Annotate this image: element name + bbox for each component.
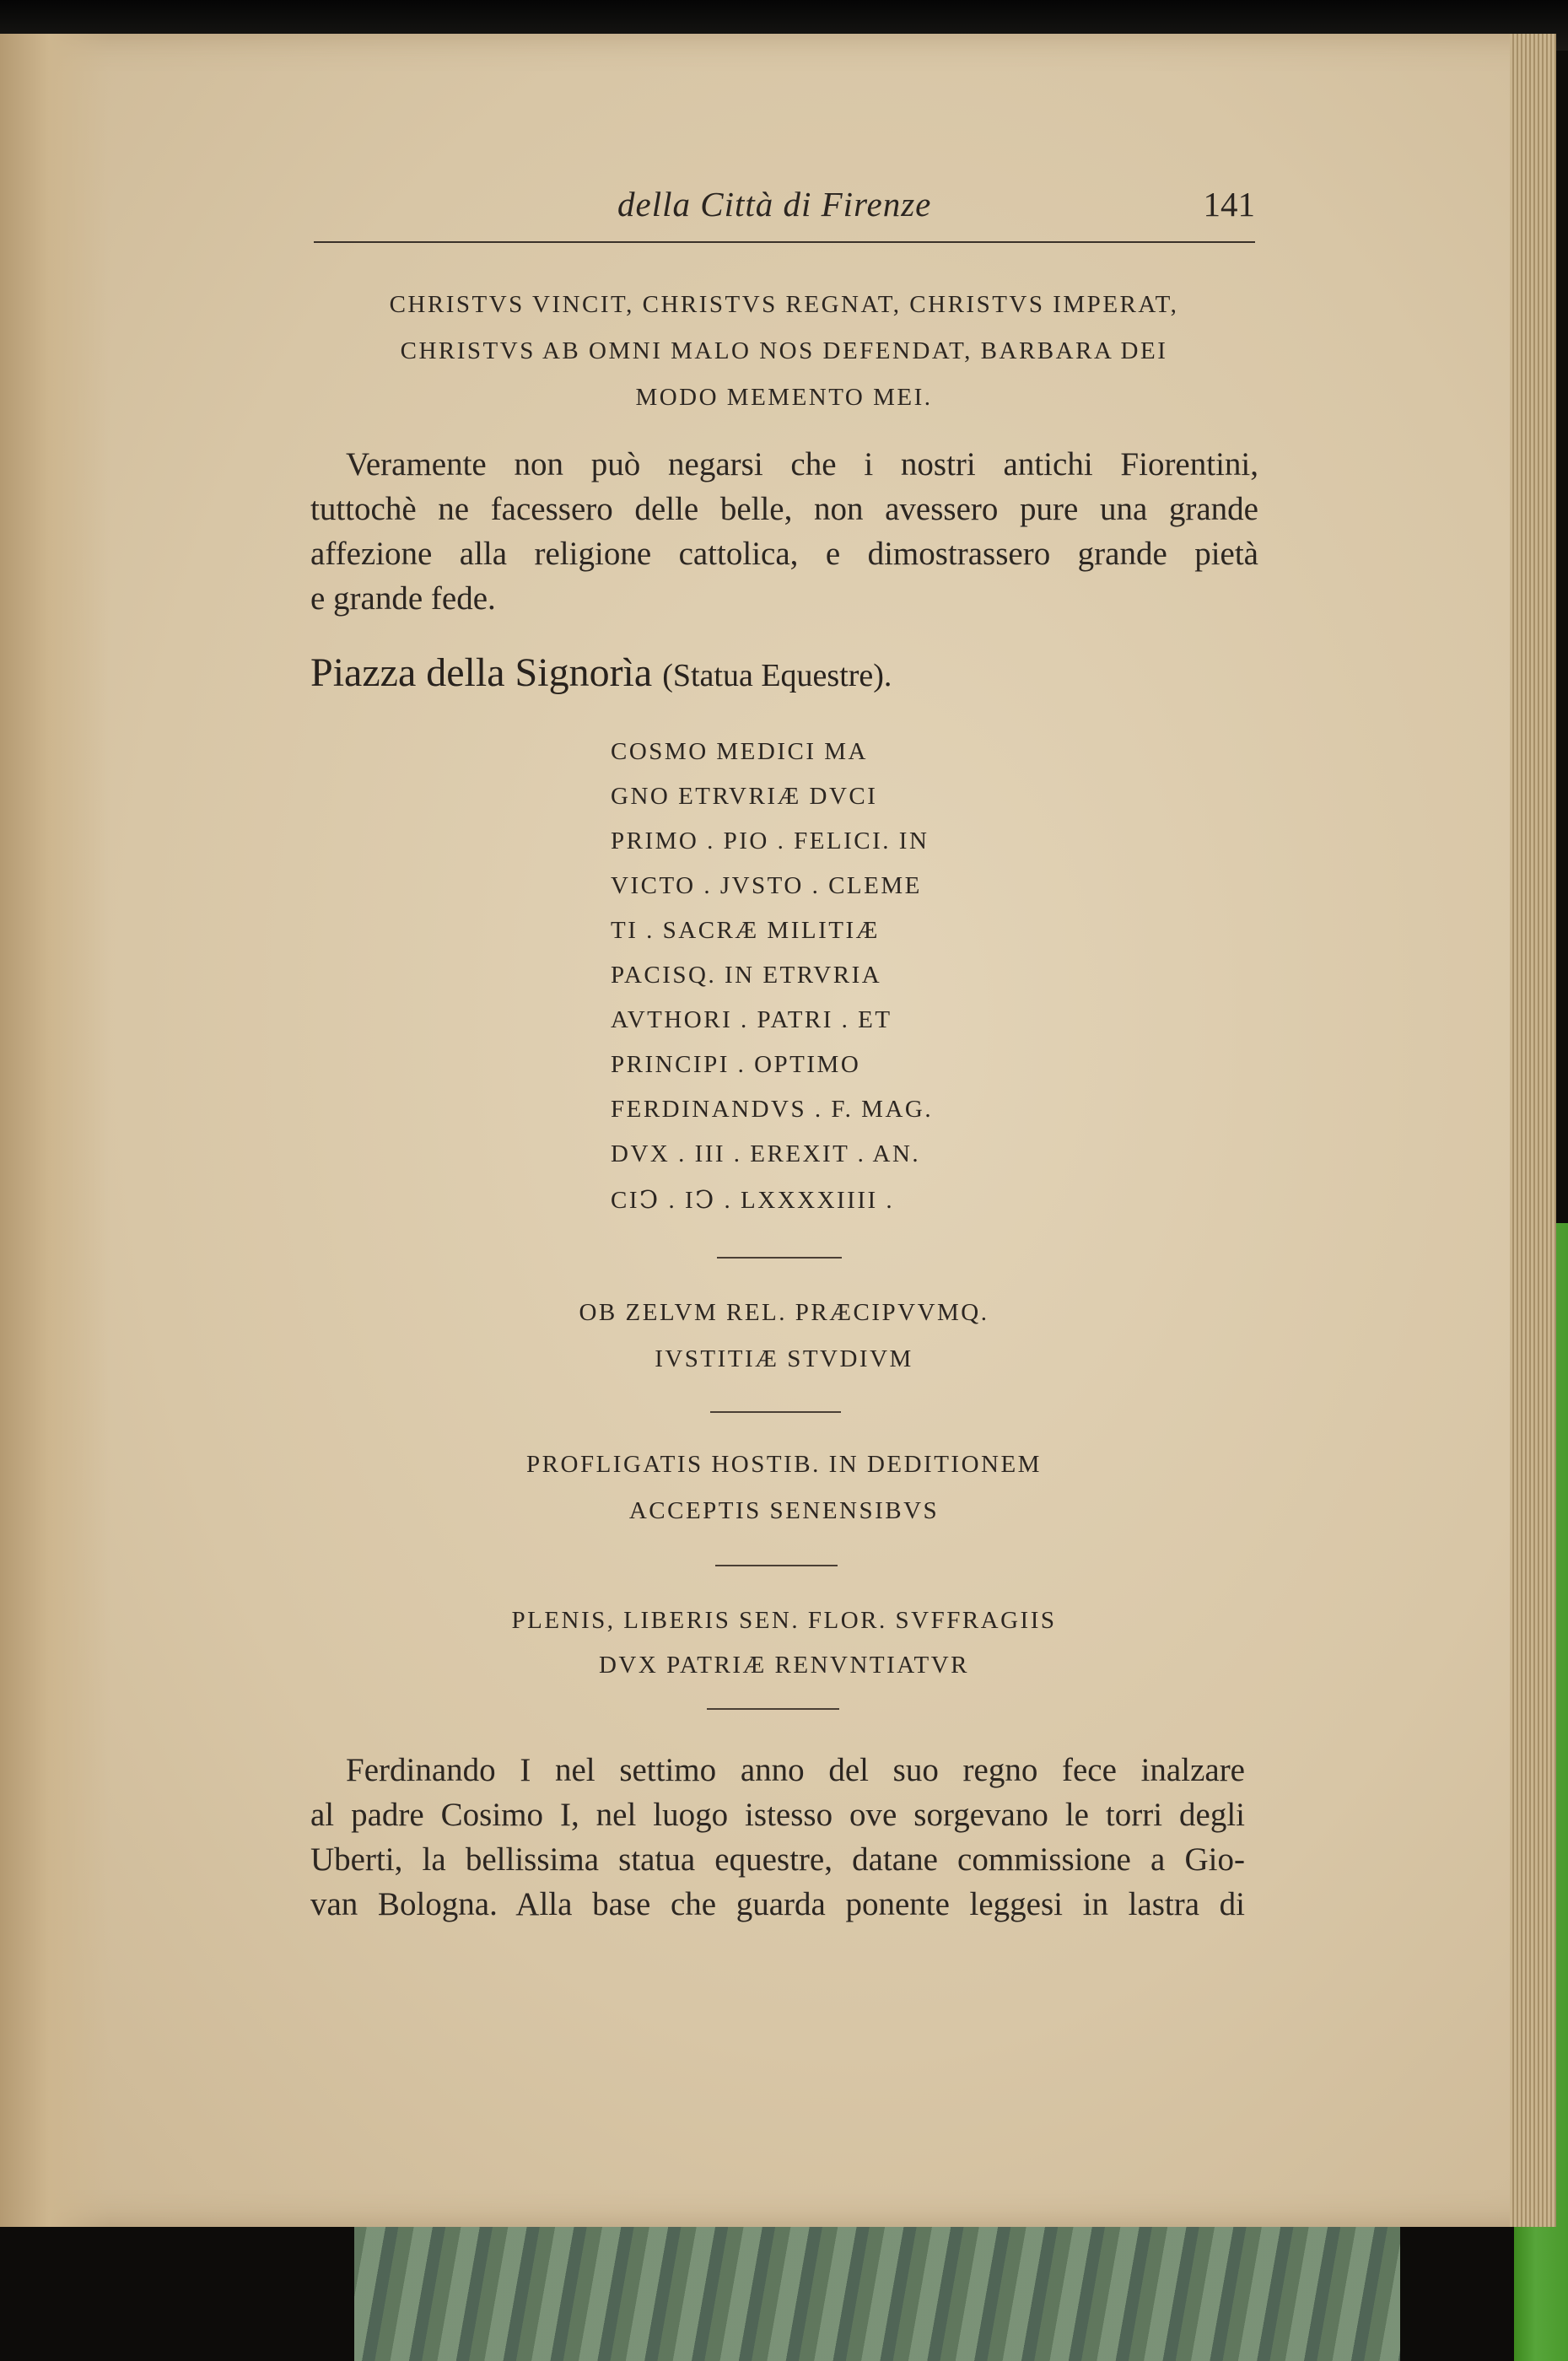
- header-rule: [314, 241, 1255, 243]
- inscription-top-line: CHRISTVS VINCIT, CHRISTVS REGNAT, CHRISTVS IMPERAT,: [389, 291, 1179, 318]
- statue-inscription-line: DVX . III . EREXIT . AN.: [611, 1140, 921, 1167]
- paragraph-line: affezione alla religione cattolica, e dimostrassero grande pietà: [310, 536, 1258, 572]
- running-title: della Città di Firenze: [617, 185, 932, 224]
- page-number: 141: [1203, 185, 1255, 224]
- statue-inscription-line: PRIMO . PIO . FELICI. IN: [611, 827, 929, 854]
- paragraph-line: Veramente non può negarsi che i nostri antichi Fiorentini,: [346, 446, 1258, 482]
- relief-inscription-line: IVSTITIÆ STVDIVM: [655, 1345, 913, 1372]
- relief-inscription-line: ACCEPTIS SENENSIBVS: [628, 1497, 940, 1524]
- divider-rule: [717, 1257, 842, 1259]
- divider-rule: [707, 1708, 839, 1710]
- inscription-top-line: CHRISTVS AB OMNI MALO NOS DEFENDAT, BARBARA DEI: [400, 337, 1168, 364]
- section-subtitle: (Statua Equestre).: [662, 658, 892, 693]
- divider-rule: [715, 1565, 838, 1566]
- book-edge-bottom: [354, 2210, 1400, 2361]
- paragraph-line: Ferdinando I nel settimo anno del suo regno fece inalzare: [346, 1752, 1245, 1788]
- relief-inscription-line: PLENIS, LIBERIS SEN. FLOR. SVFFRAGIIS: [511, 1607, 1057, 1634]
- relief-inscription-line: DVX PATRIÆ RENVNTIATVR: [598, 1652, 969, 1679]
- statue-inscription-line: PRINCIPI . OPTIMO: [611, 1051, 861, 1078]
- inscription-top-line: MODO MEMENTO MEI.: [635, 384, 933, 411]
- page-header: [314, 175, 1255, 243]
- statue-inscription-line: AVTHORI . PATRI . ET: [611, 1006, 892, 1033]
- relief-inscription-line: OB ZELVM REL. PRÆCIPVVMQ.: [579, 1299, 989, 1326]
- paragraph-line: al padre Cosimo I, nel luogo istesso ove sorgevano le torri degli: [310, 1797, 1245, 1833]
- section-heading: [310, 650, 892, 696]
- statue-inscription-line: CIↃ . IↃ . LXXXXIIII .: [611, 1187, 895, 1214]
- divider-rule: [710, 1411, 841, 1413]
- statue-inscription-line: TI . SACRÆ MILITIÆ: [611, 917, 880, 944]
- statue-inscription-line: PACISQ. IN ETRVRIA: [611, 962, 882, 989]
- paragraph-2: [310, 1748, 1245, 1927]
- statue-inscription-line: GNO ETRVRIÆ DVCI: [611, 783, 878, 810]
- paragraph-1: [310, 442, 1258, 621]
- relief-inscription-line: PROFLIGATIS HOSTIB. IN DEDITIONEM: [526, 1451, 1042, 1478]
- paragraph-line: van Bologna. Alla base che guarda ponente leggesi in lastra di: [310, 1886, 1245, 1922]
- statue-inscription-line: FERDINANDVS . F. MAG.: [611, 1096, 934, 1123]
- paragraph-line: e grande fede.: [310, 580, 496, 617]
- paragraph-line: Uberti, la bellissima statua equestre, datane commissione a Gio-: [310, 1841, 1245, 1878]
- statue-inscription-line: COSMO MEDICI MA: [611, 738, 868, 765]
- section-title: Piazza della Signorìa: [310, 650, 653, 695]
- paragraph-line: tuttochè ne facessero delle belle, non avessero pure una grande: [310, 491, 1258, 527]
- statue-inscription-line: VICTO . JVSTO . CLEME: [611, 872, 922, 899]
